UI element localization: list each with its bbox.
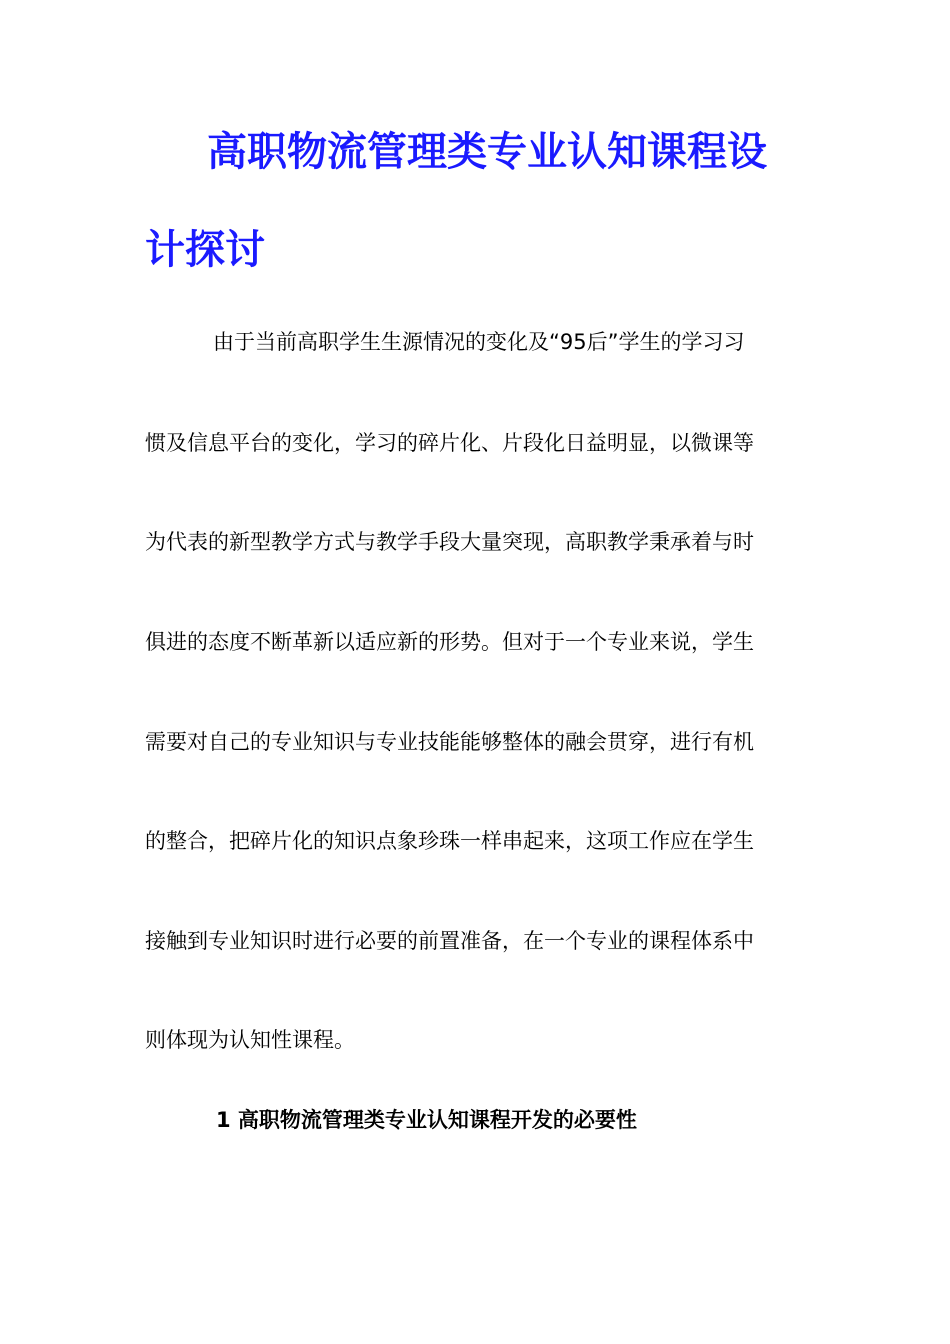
paragraph-line-3: 为代表的新型教学方式与教学手段大量突现，高职教学秉承着与时 xyxy=(145,530,754,554)
document-title-line-2: 计探讨 xyxy=(145,226,265,273)
paragraph-line-8: 则体现为认知性课程。 xyxy=(145,1028,355,1052)
paragraph-line-5: 需要对自己的专业知识与专业技能能够整体的融会贯穿，进行有机 xyxy=(145,730,754,754)
paragraph-line-2: 惯及信息平台的变化，学习的碎片化、片段化日益明显，以微课等 xyxy=(145,431,754,455)
paragraph-line-6: 的整合，把碎片化的知识点象珍珠一样串起来，这项工作应在学生 xyxy=(145,829,754,853)
paragraph-line-4: 俱进的态度不断革新以适应新的形势。但对于一个专业来说，学生 xyxy=(145,630,754,654)
section-heading: 1 高职物流管理类专业认知课程开发的必要性 xyxy=(216,1108,637,1132)
paragraph-line-7: 接触到专业知识时进行必要的前置准备，在一个专业的课程体系中 xyxy=(145,929,754,953)
paragraph-line-1: 由于当前高职学生生源情况的变化及“95后”学生的学习习 xyxy=(213,330,745,354)
document-title-line-1: 高职物流管理类专业认知课程设 xyxy=(207,128,767,175)
